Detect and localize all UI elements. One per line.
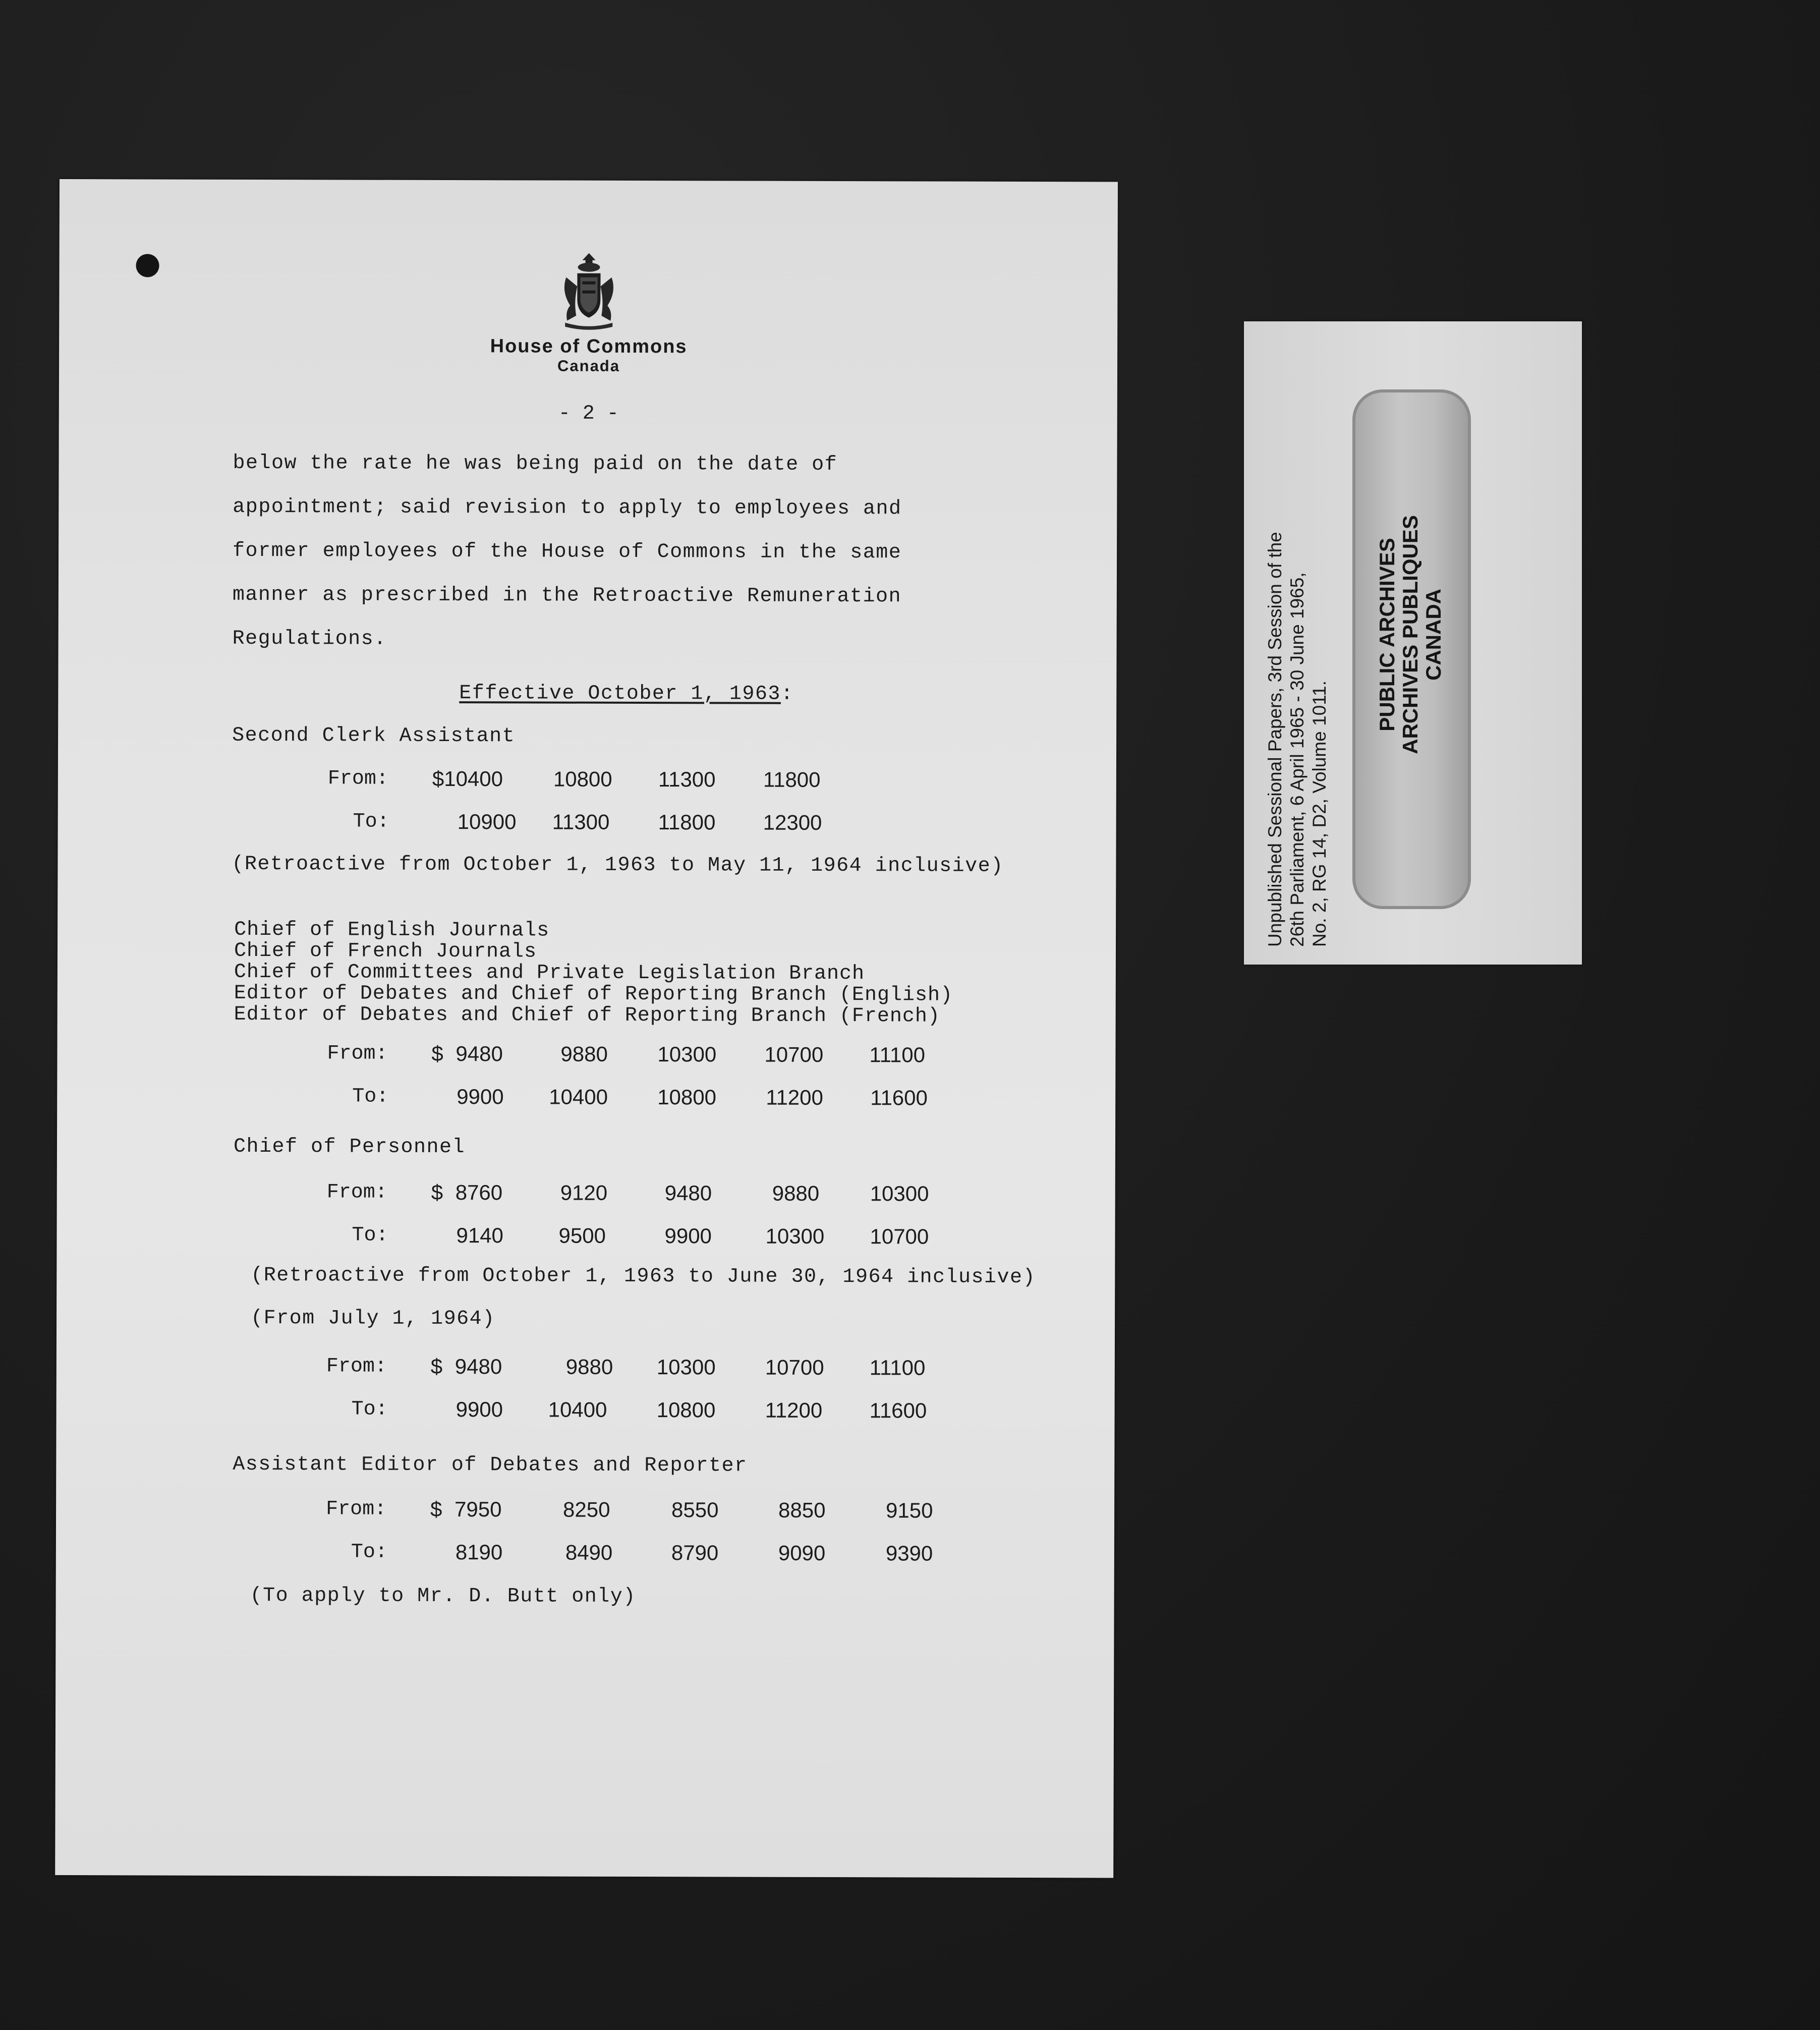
intro-line: manner as prescribed in the Retroactive Remuneration [232,583,902,608]
intro-line: Regulations. [232,627,387,651]
archive-caption-line: Unpublished Sessional Papers, 3rd Session of the [1265,532,1285,947]
salary-value: 9880 [565,1355,613,1379]
royal-coat-of-arms-icon [556,251,621,332]
retroactive-note: (Retroactive from October 1, 1963 to May 11, 1964 inclusive) [232,853,1004,878]
salary-value: 11200 [766,1085,823,1109]
intro-line: below the rate he was being paid on the date of [233,452,838,477]
salary-value: 11800 [763,767,821,792]
salary-value: 9900 [457,1085,504,1109]
salary-value: 11300 [552,810,610,834]
page-number: - 2 - [558,402,619,425]
salary-value: 9150 [886,1498,933,1522]
from-label: From: [326,1355,387,1378]
to-label: To: [351,1541,387,1564]
effective-date-heading [459,682,793,706]
dollar-sign: $ [431,1180,443,1204]
archive-caption-line: 26th Parliament, 6 April 1965 - 30 June 1965, [1287,572,1307,947]
salary-value: 8250 [563,1497,610,1521]
salary-value: 8760 [455,1180,503,1205]
salary-value: 7950 [454,1497,502,1521]
salary-value: 9090 [778,1541,826,1565]
dollar-sign: $ [430,1497,442,1521]
salary-value: 10700 [765,1355,824,1379]
stamp-line: ARCHIVES PUBLIQUES [1398,515,1422,754]
salary-value: 10700 [764,1042,824,1066]
salary-value: 11300 [658,767,716,792]
from-label: From: [326,1181,387,1204]
dollar-sign: $ [430,1354,443,1378]
salary-value: 9880 [560,1042,608,1066]
from-july-note: (From July 1, 1964) [251,1307,495,1331]
salary-value: 9390 [885,1541,933,1565]
salary-value: 9120 [560,1180,608,1205]
effective-date-text: Effective October 1, 1963 [459,682,781,706]
salary-value: 10400 [549,1085,608,1109]
position-title: Chief of Committees and Private Legislation Branch [234,961,865,986]
to-label: To: [351,1398,388,1421]
salary-value: 10300 [656,1355,716,1379]
salary-value: 9480 [664,1181,712,1205]
salary-value: 8790 [671,1541,719,1565]
salary-value: $10400 [432,766,503,791]
salary-value: 10300 [657,1042,717,1066]
section-title-personnel: Chief of Personnel [233,1135,466,1159]
salary-value: 11800 [658,810,716,834]
salary-value: 8190 [455,1540,503,1564]
salary-value: 10900 [457,810,517,834]
section-title-assistant-editor: Assistant Editor of Debates and Reporter [233,1453,748,1478]
from-label: From: [326,1498,387,1521]
stamp-line: PUBLIC ARCHIVES [1375,538,1399,731]
to-label: To: [352,1224,388,1247]
from-label: From: [327,1042,388,1065]
salary-value: 8550 [671,1498,719,1522]
salary-value: 10800 [657,1085,717,1109]
stamp-line: CANADA [1421,589,1445,681]
salary-value: 11600 [870,1086,928,1110]
salary-value: 11600 [869,1398,927,1423]
letterhead-subtitle: Canada [557,357,620,375]
salary-value: 9140 [456,1223,504,1248]
salary-value: 8490 [565,1540,613,1564]
section-title-second-clerk: Second Clerk Assistant [232,724,516,748]
salary-value: 9500 [558,1223,606,1248]
retroactive-note: (Retroactive from October 1, 1963 to June 30, 1964 inclusive) [251,1264,1036,1289]
salary-value: 8850 [778,1498,826,1522]
archive-stamp [1352,389,1471,909]
archive-caption [1264,342,1331,947]
salary-value: 9900 [664,1224,712,1248]
archive-label-card [1244,321,1582,965]
salary-value: 10300 [870,1181,929,1206]
salary-value: 11200 [765,1398,823,1422]
salary-value: 10800 [656,1398,716,1422]
intro-line: former employees of the House of Commons in the same [233,539,902,565]
apply-note: (To apply to Mr. D. Butt only) [250,1584,636,1609]
salary-value: 11100 [869,1043,926,1067]
position-title: Editor of Debates and Chief of Reporting Branch (French) [234,1003,940,1028]
salary-value: 11100 [869,1356,926,1380]
salary-value: 10400 [548,1397,607,1422]
position-title: Editor of Debates and Chief of Reporting Branch (English) [234,982,953,1007]
dollar-sign: $ [431,1041,443,1065]
position-title: Chief of English Journals [234,918,550,942]
effective-date-colon: : [780,683,794,706]
document-page [55,179,1118,1878]
salary-value: 9480 [454,1355,502,1379]
salary-value: 9880 [772,1181,820,1205]
from-label: From: [327,767,388,791]
salary-value: 9900 [456,1397,503,1422]
to-label: To: [353,810,389,833]
salary-value: 10300 [765,1224,825,1248]
to-label: To: [352,1085,389,1108]
position-title: Chief of French Journals [234,939,537,964]
salary-value: 9480 [456,1042,503,1066]
salary-value: 10800 [553,767,612,791]
archive-caption-line: No. 2, RG 14, D2, Volume 1011. [1309,681,1330,947]
salary-value: 12300 [763,810,822,834]
archive-stamp-text [1376,458,1445,811]
salary-value: 10700 [870,1224,929,1249]
intro-line: appointment; said revision to apply to employees and [233,495,902,521]
letterhead-title: House of Commons [490,335,688,358]
punch-hole [136,254,159,277]
